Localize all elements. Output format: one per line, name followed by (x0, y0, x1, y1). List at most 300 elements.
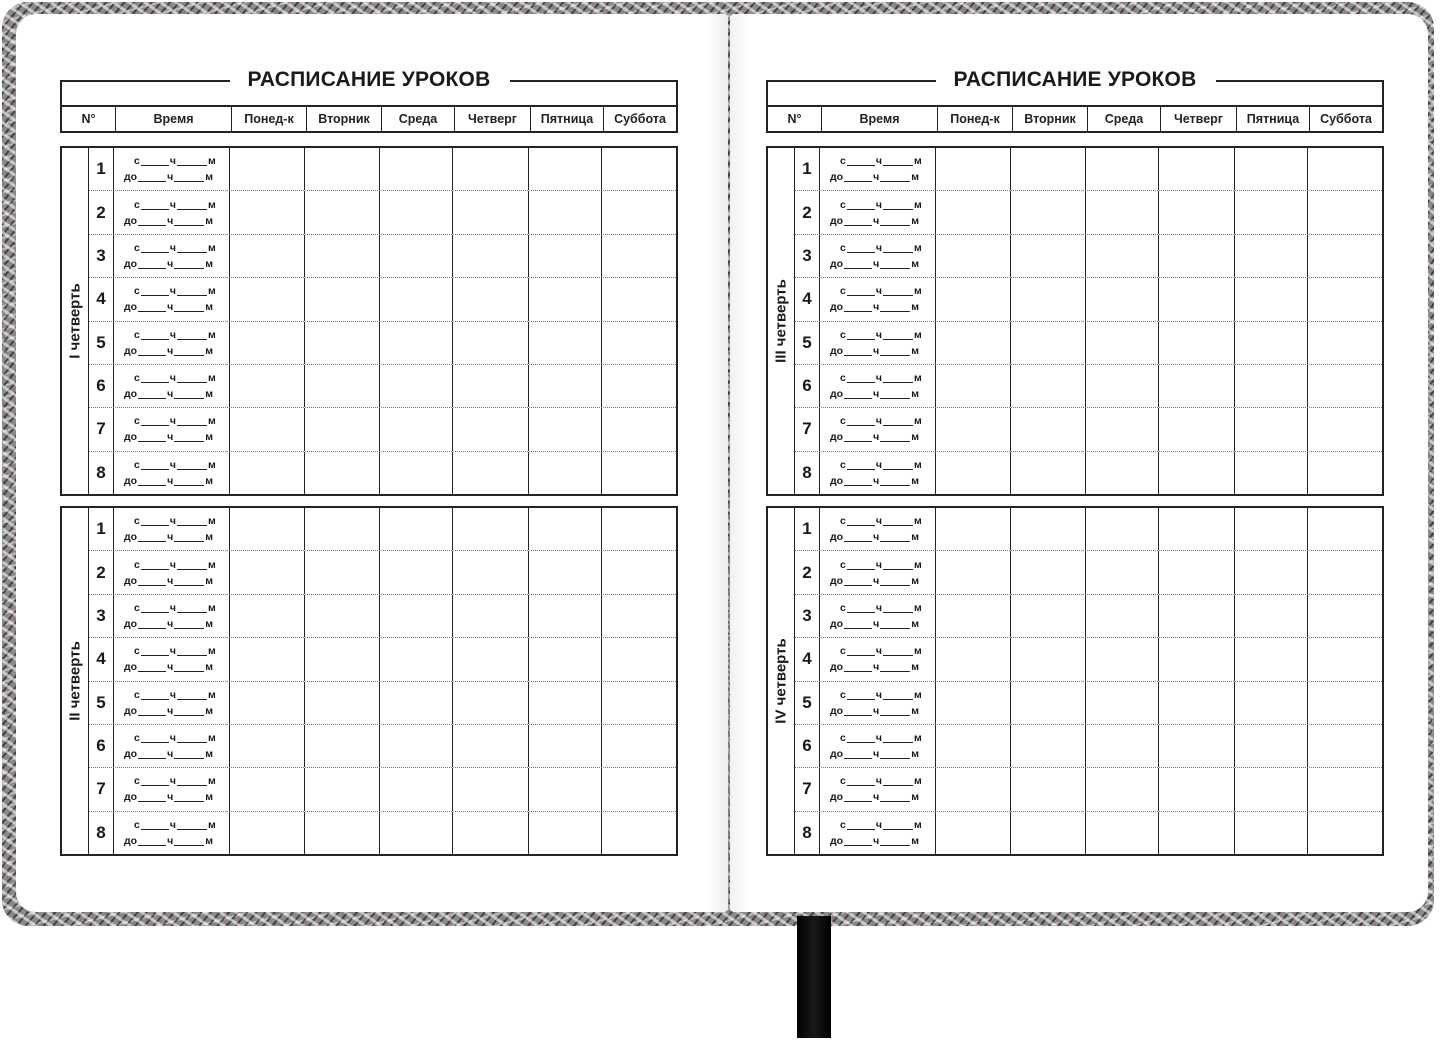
time-start-line[interactable] (124, 730, 229, 746)
subject-cell[interactable] (230, 551, 305, 593)
lesson-time-cell[interactable] (820, 508, 936, 550)
minutes-blank[interactable] (177, 612, 207, 613)
lesson-time-cell[interactable] (820, 148, 936, 190)
minutes-blank[interactable] (177, 655, 207, 656)
hours-blank[interactable] (847, 252, 875, 253)
subject-cell[interactable] (1235, 725, 1308, 767)
time-start-line[interactable] (830, 730, 935, 746)
hours-blank[interactable] (141, 829, 169, 830)
subject-cell[interactable] (936, 638, 1011, 680)
subject-cell[interactable] (1086, 322, 1159, 364)
subject-cell[interactable] (1308, 452, 1382, 494)
minutes-blank[interactable] (883, 569, 913, 570)
subject-cell[interactable] (602, 638, 676, 680)
subject-cell[interactable] (1159, 595, 1235, 637)
minutes-blank[interactable] (174, 801, 204, 802)
time-end-line[interactable] (124, 746, 229, 762)
minutes-blank[interactable] (174, 628, 204, 629)
hours-blank[interactable] (847, 742, 875, 743)
minutes-blank[interactable] (177, 829, 207, 830)
minutes-blank[interactable] (177, 699, 207, 700)
hours-blank[interactable] (138, 398, 166, 399)
minutes-blank[interactable] (177, 339, 207, 340)
subject-cell[interactable] (453, 148, 529, 190)
hours-blank[interactable] (141, 469, 169, 470)
time-start-line[interactable] (124, 557, 229, 573)
time-end-line[interactable] (830, 746, 935, 762)
hours-blank[interactable] (138, 845, 166, 846)
hours-blank[interactable] (138, 715, 166, 716)
hours-blank[interactable] (844, 485, 872, 486)
subject-cell[interactable] (453, 365, 529, 407)
hours-blank[interactable] (847, 382, 875, 383)
subject-cell[interactable] (602, 682, 676, 724)
minutes-blank[interactable] (883, 295, 913, 296)
subject-cell[interactable] (1235, 768, 1308, 810)
lesson-time-cell[interactable] (820, 812, 936, 854)
subject-cell[interactable] (1011, 191, 1086, 233)
time-end-line[interactable] (830, 169, 935, 185)
subject-cell[interactable] (305, 638, 380, 680)
time-end-line[interactable] (830, 659, 935, 675)
subject-cell[interactable] (1308, 638, 1382, 680)
lesson-time-cell[interactable] (114, 191, 230, 233)
subject-cell[interactable] (380, 322, 453, 364)
subject-cell[interactable] (1011, 508, 1086, 550)
subject-cell[interactable] (230, 768, 305, 810)
hours-blank[interactable] (847, 829, 875, 830)
subject-cell[interactable] (230, 235, 305, 277)
subject-cell[interactable] (230, 638, 305, 680)
hours-blank[interactable] (138, 801, 166, 802)
hours-blank[interactable] (141, 425, 169, 426)
subject-cell[interactable] (1235, 322, 1308, 364)
subject-cell[interactable] (529, 148, 602, 190)
minutes-blank[interactable] (177, 382, 207, 383)
time-end-line[interactable] (830, 343, 935, 359)
time-start-line[interactable] (830, 283, 935, 299)
subject-cell[interactable] (305, 191, 380, 233)
subject-cell[interactable] (1159, 768, 1235, 810)
subject-cell[interactable] (529, 191, 602, 233)
minutes-blank[interactable] (883, 469, 913, 470)
subject-cell[interactable] (1159, 278, 1235, 320)
subject-cell[interactable] (1235, 191, 1308, 233)
subject-cell[interactable] (380, 551, 453, 593)
subject-cell[interactable] (305, 235, 380, 277)
subject-cell[interactable] (1011, 638, 1086, 680)
time-end-line[interactable] (124, 169, 229, 185)
minutes-blank[interactable] (883, 425, 913, 426)
hours-blank[interactable] (844, 311, 872, 312)
subject-cell[interactable] (230, 148, 305, 190)
subject-cell[interactable] (1308, 365, 1382, 407)
minutes-blank[interactable] (883, 699, 913, 700)
minutes-blank[interactable] (174, 485, 204, 486)
time-start-line[interactable] (124, 240, 229, 256)
subject-cell[interactable] (380, 148, 453, 190)
time-start-line[interactable] (830, 370, 935, 386)
time-start-line[interactable] (830, 153, 935, 169)
subject-cell[interactable] (305, 452, 380, 494)
subject-cell[interactable] (1235, 408, 1308, 450)
minutes-blank[interactable] (174, 225, 204, 226)
subject-cell[interactable] (1235, 812, 1308, 854)
time-end-line[interactable] (830, 703, 935, 719)
time-start-line[interactable] (124, 327, 229, 343)
subject-cell[interactable] (1011, 278, 1086, 320)
time-start-line[interactable] (124, 643, 229, 659)
hours-blank[interactable] (844, 225, 872, 226)
hours-blank[interactable] (141, 525, 169, 526)
subject-cell[interactable] (230, 452, 305, 494)
subject-cell[interactable] (936, 235, 1011, 277)
minutes-blank[interactable] (883, 165, 913, 166)
subject-cell[interactable] (1086, 408, 1159, 450)
time-start-line[interactable] (124, 153, 229, 169)
subject-cell[interactable] (1159, 508, 1235, 550)
hours-blank[interactable] (844, 758, 872, 759)
minutes-blank[interactable] (883, 525, 913, 526)
hours-blank[interactable] (844, 541, 872, 542)
subject-cell[interactable] (1011, 322, 1086, 364)
time-start-line[interactable] (124, 817, 229, 833)
hours-blank[interactable] (847, 425, 875, 426)
minutes-blank[interactable] (880, 801, 910, 802)
subject-cell[interactable] (305, 682, 380, 724)
minutes-blank[interactable] (880, 398, 910, 399)
hours-blank[interactable] (138, 225, 166, 226)
subject-cell[interactable] (230, 408, 305, 450)
time-end-line[interactable] (124, 299, 229, 315)
time-end-line[interactable] (124, 703, 229, 719)
minutes-blank[interactable] (880, 485, 910, 486)
subject-cell[interactable] (936, 148, 1011, 190)
subject-cell[interactable] (602, 812, 676, 854)
subject-cell[interactable] (602, 768, 676, 810)
subject-cell[interactable] (1308, 235, 1382, 277)
subject-cell[interactable] (380, 725, 453, 767)
time-start-line[interactable] (830, 457, 935, 473)
subject-cell[interactable] (529, 551, 602, 593)
subject-cell[interactable] (1308, 408, 1382, 450)
minutes-blank[interactable] (174, 441, 204, 442)
subject-cell[interactable] (529, 725, 602, 767)
minutes-blank[interactable] (880, 845, 910, 846)
subject-cell[interactable] (529, 365, 602, 407)
subject-cell[interactable] (1011, 682, 1086, 724)
subject-cell[interactable] (1011, 235, 1086, 277)
time-end-line[interactable] (124, 213, 229, 229)
subject-cell[interactable] (602, 595, 676, 637)
time-end-line[interactable] (830, 616, 935, 632)
time-end-line[interactable] (124, 256, 229, 272)
time-start-line[interactable] (124, 773, 229, 789)
minutes-blank[interactable] (880, 268, 910, 269)
subject-cell[interactable] (529, 278, 602, 320)
minutes-blank[interactable] (174, 181, 204, 182)
subject-cell[interactable] (529, 508, 602, 550)
lesson-time-cell[interactable] (820, 278, 936, 320)
minutes-blank[interactable] (880, 628, 910, 629)
subject-cell[interactable] (1086, 682, 1159, 724)
subject-cell[interactable] (230, 191, 305, 233)
subject-cell[interactable] (1308, 595, 1382, 637)
subject-cell[interactable] (1159, 322, 1235, 364)
subject-cell[interactable] (380, 682, 453, 724)
minutes-blank[interactable] (880, 355, 910, 356)
hours-blank[interactable] (844, 441, 872, 442)
subject-cell[interactable] (936, 365, 1011, 407)
subject-cell[interactable] (1235, 278, 1308, 320)
subject-cell[interactable] (305, 322, 380, 364)
time-end-line[interactable] (124, 386, 229, 402)
minutes-blank[interactable] (883, 382, 913, 383)
hours-blank[interactable] (844, 715, 872, 716)
subject-cell[interactable] (1086, 725, 1159, 767)
lesson-time-cell[interactable] (820, 235, 936, 277)
subject-cell[interactable] (230, 725, 305, 767)
hours-blank[interactable] (138, 355, 166, 356)
minutes-blank[interactable] (880, 225, 910, 226)
hours-blank[interactable] (141, 785, 169, 786)
hours-blank[interactable] (141, 295, 169, 296)
hours-blank[interactable] (141, 339, 169, 340)
minutes-blank[interactable] (174, 355, 204, 356)
minutes-blank[interactable] (174, 311, 204, 312)
subject-cell[interactable] (602, 452, 676, 494)
subject-cell[interactable] (602, 508, 676, 550)
subject-cell[interactable] (1086, 365, 1159, 407)
minutes-blank[interactable] (177, 569, 207, 570)
time-end-line[interactable] (830, 299, 935, 315)
time-end-line[interactable] (830, 213, 935, 229)
time-start-line[interactable] (830, 557, 935, 573)
hours-blank[interactable] (844, 845, 872, 846)
hours-blank[interactable] (141, 252, 169, 253)
hours-blank[interactable] (847, 569, 875, 570)
time-end-line[interactable] (124, 573, 229, 589)
subject-cell[interactable] (1159, 408, 1235, 450)
lesson-time-cell[interactable] (820, 322, 936, 364)
subject-cell[interactable] (380, 235, 453, 277)
minutes-blank[interactable] (883, 655, 913, 656)
subject-cell[interactable] (1086, 812, 1159, 854)
subject-cell[interactable] (380, 508, 453, 550)
subject-cell[interactable] (602, 148, 676, 190)
lesson-time-cell[interactable] (114, 768, 230, 810)
hours-blank[interactable] (847, 165, 875, 166)
subject-cell[interactable] (380, 595, 453, 637)
time-start-line[interactable] (124, 457, 229, 473)
time-start-line[interactable] (830, 600, 935, 616)
minutes-blank[interactable] (880, 311, 910, 312)
time-end-line[interactable] (124, 659, 229, 675)
time-start-line[interactable] (830, 643, 935, 659)
hours-blank[interactable] (847, 295, 875, 296)
subject-cell[interactable] (1086, 551, 1159, 593)
minutes-blank[interactable] (883, 252, 913, 253)
time-end-line[interactable] (830, 529, 935, 545)
time-start-line[interactable] (830, 327, 935, 343)
lesson-time-cell[interactable] (114, 408, 230, 450)
subject-cell[interactable] (529, 322, 602, 364)
time-start-line[interactable] (830, 513, 935, 529)
hours-blank[interactable] (844, 671, 872, 672)
subject-cell[interactable] (936, 682, 1011, 724)
subject-cell[interactable] (529, 812, 602, 854)
subject-cell[interactable] (529, 682, 602, 724)
minutes-blank[interactable] (177, 425, 207, 426)
subject-cell[interactable] (936, 322, 1011, 364)
subject-cell[interactable] (1011, 812, 1086, 854)
time-start-line[interactable] (830, 240, 935, 256)
hours-blank[interactable] (141, 209, 169, 210)
minutes-blank[interactable] (174, 585, 204, 586)
subject-cell[interactable] (1308, 682, 1382, 724)
time-end-line[interactable] (830, 256, 935, 272)
subject-cell[interactable] (1011, 365, 1086, 407)
lesson-time-cell[interactable] (114, 595, 230, 637)
lesson-time-cell[interactable] (820, 768, 936, 810)
hours-blank[interactable] (847, 785, 875, 786)
subject-cell[interactable] (602, 551, 676, 593)
lesson-time-cell[interactable] (820, 408, 936, 450)
subject-cell[interactable] (380, 365, 453, 407)
subject-cell[interactable] (380, 191, 453, 233)
subject-cell[interactable] (453, 452, 529, 494)
hours-blank[interactable] (844, 181, 872, 182)
hours-blank[interactable] (847, 209, 875, 210)
subject-cell[interactable] (1159, 365, 1235, 407)
hours-blank[interactable] (138, 441, 166, 442)
subject-cell[interactable] (305, 508, 380, 550)
subject-cell[interactable] (1086, 278, 1159, 320)
time-start-line[interactable] (124, 370, 229, 386)
subject-cell[interactable] (1086, 235, 1159, 277)
subject-cell[interactable] (1235, 595, 1308, 637)
subject-cell[interactable] (1159, 638, 1235, 680)
subject-cell[interactable] (1086, 508, 1159, 550)
subject-cell[interactable] (602, 322, 676, 364)
subject-cell[interactable] (1235, 638, 1308, 680)
minutes-blank[interactable] (174, 541, 204, 542)
subject-cell[interactable] (936, 725, 1011, 767)
hours-blank[interactable] (141, 165, 169, 166)
subject-cell[interactable] (1086, 191, 1159, 233)
subject-cell[interactable] (1159, 191, 1235, 233)
hours-blank[interactable] (141, 655, 169, 656)
subject-cell[interactable] (1159, 725, 1235, 767)
subject-cell[interactable] (1159, 551, 1235, 593)
minutes-blank[interactable] (177, 252, 207, 253)
subject-cell[interactable] (453, 322, 529, 364)
subject-cell[interactable] (936, 408, 1011, 450)
subject-cell[interactable] (936, 595, 1011, 637)
subject-cell[interactable] (1011, 595, 1086, 637)
minutes-blank[interactable] (177, 295, 207, 296)
time-end-line[interactable] (124, 429, 229, 445)
time-start-line[interactable] (830, 687, 935, 703)
minutes-blank[interactable] (883, 612, 913, 613)
subject-cell[interactable] (1308, 812, 1382, 854)
subject-cell[interactable] (1308, 768, 1382, 810)
subject-cell[interactable] (936, 768, 1011, 810)
lesson-time-cell[interactable] (114, 725, 230, 767)
lesson-time-cell[interactable] (114, 452, 230, 494)
lesson-time-cell[interactable] (114, 322, 230, 364)
subject-cell[interactable] (230, 365, 305, 407)
subject-cell[interactable] (936, 452, 1011, 494)
subject-cell[interactable] (380, 812, 453, 854)
subject-cell[interactable] (1308, 278, 1382, 320)
time-start-line[interactable] (124, 513, 229, 529)
minutes-blank[interactable] (177, 785, 207, 786)
time-start-line[interactable] (830, 197, 935, 213)
subject-cell[interactable] (1086, 768, 1159, 810)
hours-blank[interactable] (138, 628, 166, 629)
hours-blank[interactable] (844, 355, 872, 356)
hours-blank[interactable] (847, 612, 875, 613)
subject-cell[interactable] (529, 235, 602, 277)
hours-blank[interactable] (141, 569, 169, 570)
hours-blank[interactable] (141, 612, 169, 613)
subject-cell[interactable] (1235, 551, 1308, 593)
lesson-time-cell[interactable] (114, 278, 230, 320)
subject-cell[interactable] (1235, 452, 1308, 494)
subject-cell[interactable] (1159, 452, 1235, 494)
subject-cell[interactable] (1308, 148, 1382, 190)
subject-cell[interactable] (230, 322, 305, 364)
minutes-blank[interactable] (174, 398, 204, 399)
hours-blank[interactable] (138, 268, 166, 269)
subject-cell[interactable] (453, 235, 529, 277)
subject-cell[interactable] (529, 408, 602, 450)
subject-cell[interactable] (380, 452, 453, 494)
subject-cell[interactable] (602, 191, 676, 233)
subject-cell[interactable] (936, 551, 1011, 593)
subject-cell[interactable] (1159, 682, 1235, 724)
hours-blank[interactable] (138, 585, 166, 586)
hours-blank[interactable] (844, 585, 872, 586)
time-end-line[interactable] (124, 529, 229, 545)
minutes-blank[interactable] (883, 829, 913, 830)
subject-cell[interactable] (305, 148, 380, 190)
lesson-time-cell[interactable] (114, 812, 230, 854)
subject-cell[interactable] (453, 812, 529, 854)
subject-cell[interactable] (453, 191, 529, 233)
hours-blank[interactable] (844, 268, 872, 269)
subject-cell[interactable] (380, 278, 453, 320)
subject-cell[interactable] (453, 638, 529, 680)
lesson-time-cell[interactable] (820, 452, 936, 494)
subject-cell[interactable] (936, 508, 1011, 550)
hours-blank[interactable] (847, 655, 875, 656)
minutes-blank[interactable] (880, 758, 910, 759)
minutes-blank[interactable] (174, 845, 204, 846)
subject-cell[interactable] (602, 235, 676, 277)
subject-cell[interactable] (1159, 812, 1235, 854)
time-start-line[interactable] (124, 600, 229, 616)
subject-cell[interactable] (230, 595, 305, 637)
minutes-blank[interactable] (174, 671, 204, 672)
subject-cell[interactable] (380, 638, 453, 680)
minutes-blank[interactable] (177, 525, 207, 526)
lesson-time-cell[interactable] (114, 638, 230, 680)
subject-cell[interactable] (1086, 452, 1159, 494)
hours-blank[interactable] (141, 699, 169, 700)
subject-cell[interactable] (529, 452, 602, 494)
